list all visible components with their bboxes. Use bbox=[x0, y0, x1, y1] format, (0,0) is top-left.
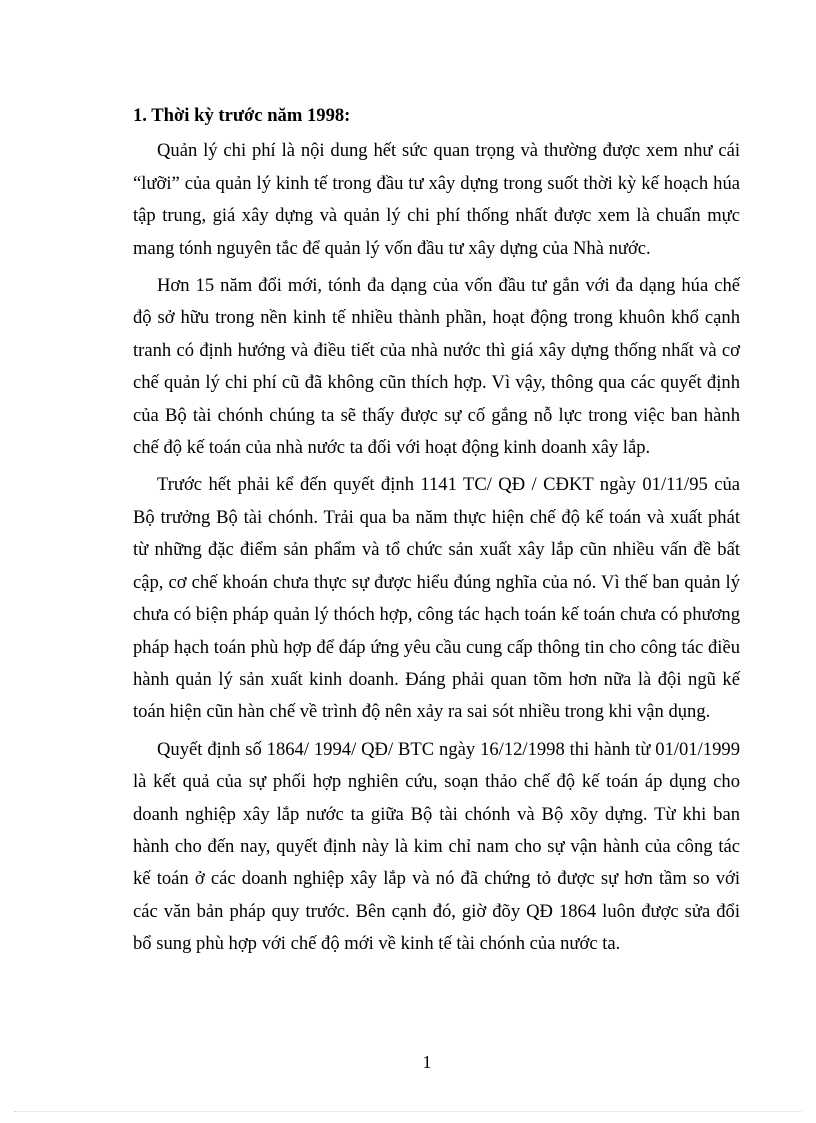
paragraph-3: Trước hết phải kể đến quyết định 1141 TC/ QĐ / CĐKT ngày 01/11/95 của Bộ trưởng Bộ tài chónh. Trải qua ba năm thực hiện chế độ kế toán và xuất phát từ những đặc điểm sản phẩm và tổ chức sản xuất xây lắp cũn nhiều vấn đề bất cập, cơ chế khoán chưa thực sự được hiểu đúng nghĩa của nó. Vì thế ban quản lý chưa có biện pháp quản lý thóch hợp, công tác hạch toán kế toán chưa có phương pháp hạch toán phù hợp để đáp ứng yêu cầu cung cấp thông tin cho công tác điều hành quản lý sản xuất kinh doanh. Đáng phải quan tõm hơn nữa là đội ngũ kế toán hiện cũn hàn chế về trình độ nên xảy ra sai sót nhiều trong khi vận dụng. bbox=[133, 474, 740, 723]
document-body bbox=[133, 100, 740, 961]
section-heading: 1. Thời kỳ trước năm 1998: bbox=[133, 105, 351, 126]
paragraph-2: Hơn 15 năm đổi mới, tónh đa dạng của vốn đầu tư gắn với đa dạng húa chế độ sở hữu trong nền kinh tế nhiều thành phần, hoạt động trong khuôn khổ cạnh tranh có định hướng và điều tiết của nhà nước thì giá xây dựng thống nhất và cơ chế quản lý chi phí cũ đã không cũn thích hợp. Vì vậy, thông qua các quyết định của Bộ tài chónh chúng ta sẽ thấy được sự cố gắng nỗ lực trong việc ban hành chế độ kế toán của nhà nước ta đối với hoạt động kinh doanh xây lắp. bbox=[133, 275, 740, 459]
page-number: 1 bbox=[422, 1052, 432, 1072]
paragraph-4: Quyết định số 1864/ 1994/ QĐ/ BTC ngày 16/12/1998 thi hành từ 01/01/1999 là kết quả của sự phối hợp nghiên cứu, soạn thảo chế độ kế toán áp dụng cho doanh nghiệp xây lắp nước ta giữa Bộ tài chónh và Bộ xõy dựng. Từ khi ban hành cho đến nay, quyết định này là kim chỉ nam cho sự vận hành của công tác kế toán ở các doanh nghiệp xây lắp và nó đã chứng tỏ được sự hơn tầm so với các văn bản pháp quy trước. Bên cạnh đó, giờ đõy QĐ 1864 luôn được sửa đổi bổ sung phù hợp với chế độ mới về kinh tế tài chónh của nước ta. bbox=[133, 738, 740, 955]
paragraph-1: Quản lý chi phí là nội dung hết sức quan trọng và thường được xem như cái “lưỡi” của quản lý kinh tế trong đầu tư xây dựng trong suốt thời kỳ kế hoạch húa tập trung, giá xây dựng và quản lý chi phí thống nhất được xem là chuẩn mực mang tónh nguyên tắc để quản lý vốn đầu tư xây dựng của Nhà nước. bbox=[133, 140, 740, 259]
page-bottom-divider bbox=[14, 1111, 802, 1112]
